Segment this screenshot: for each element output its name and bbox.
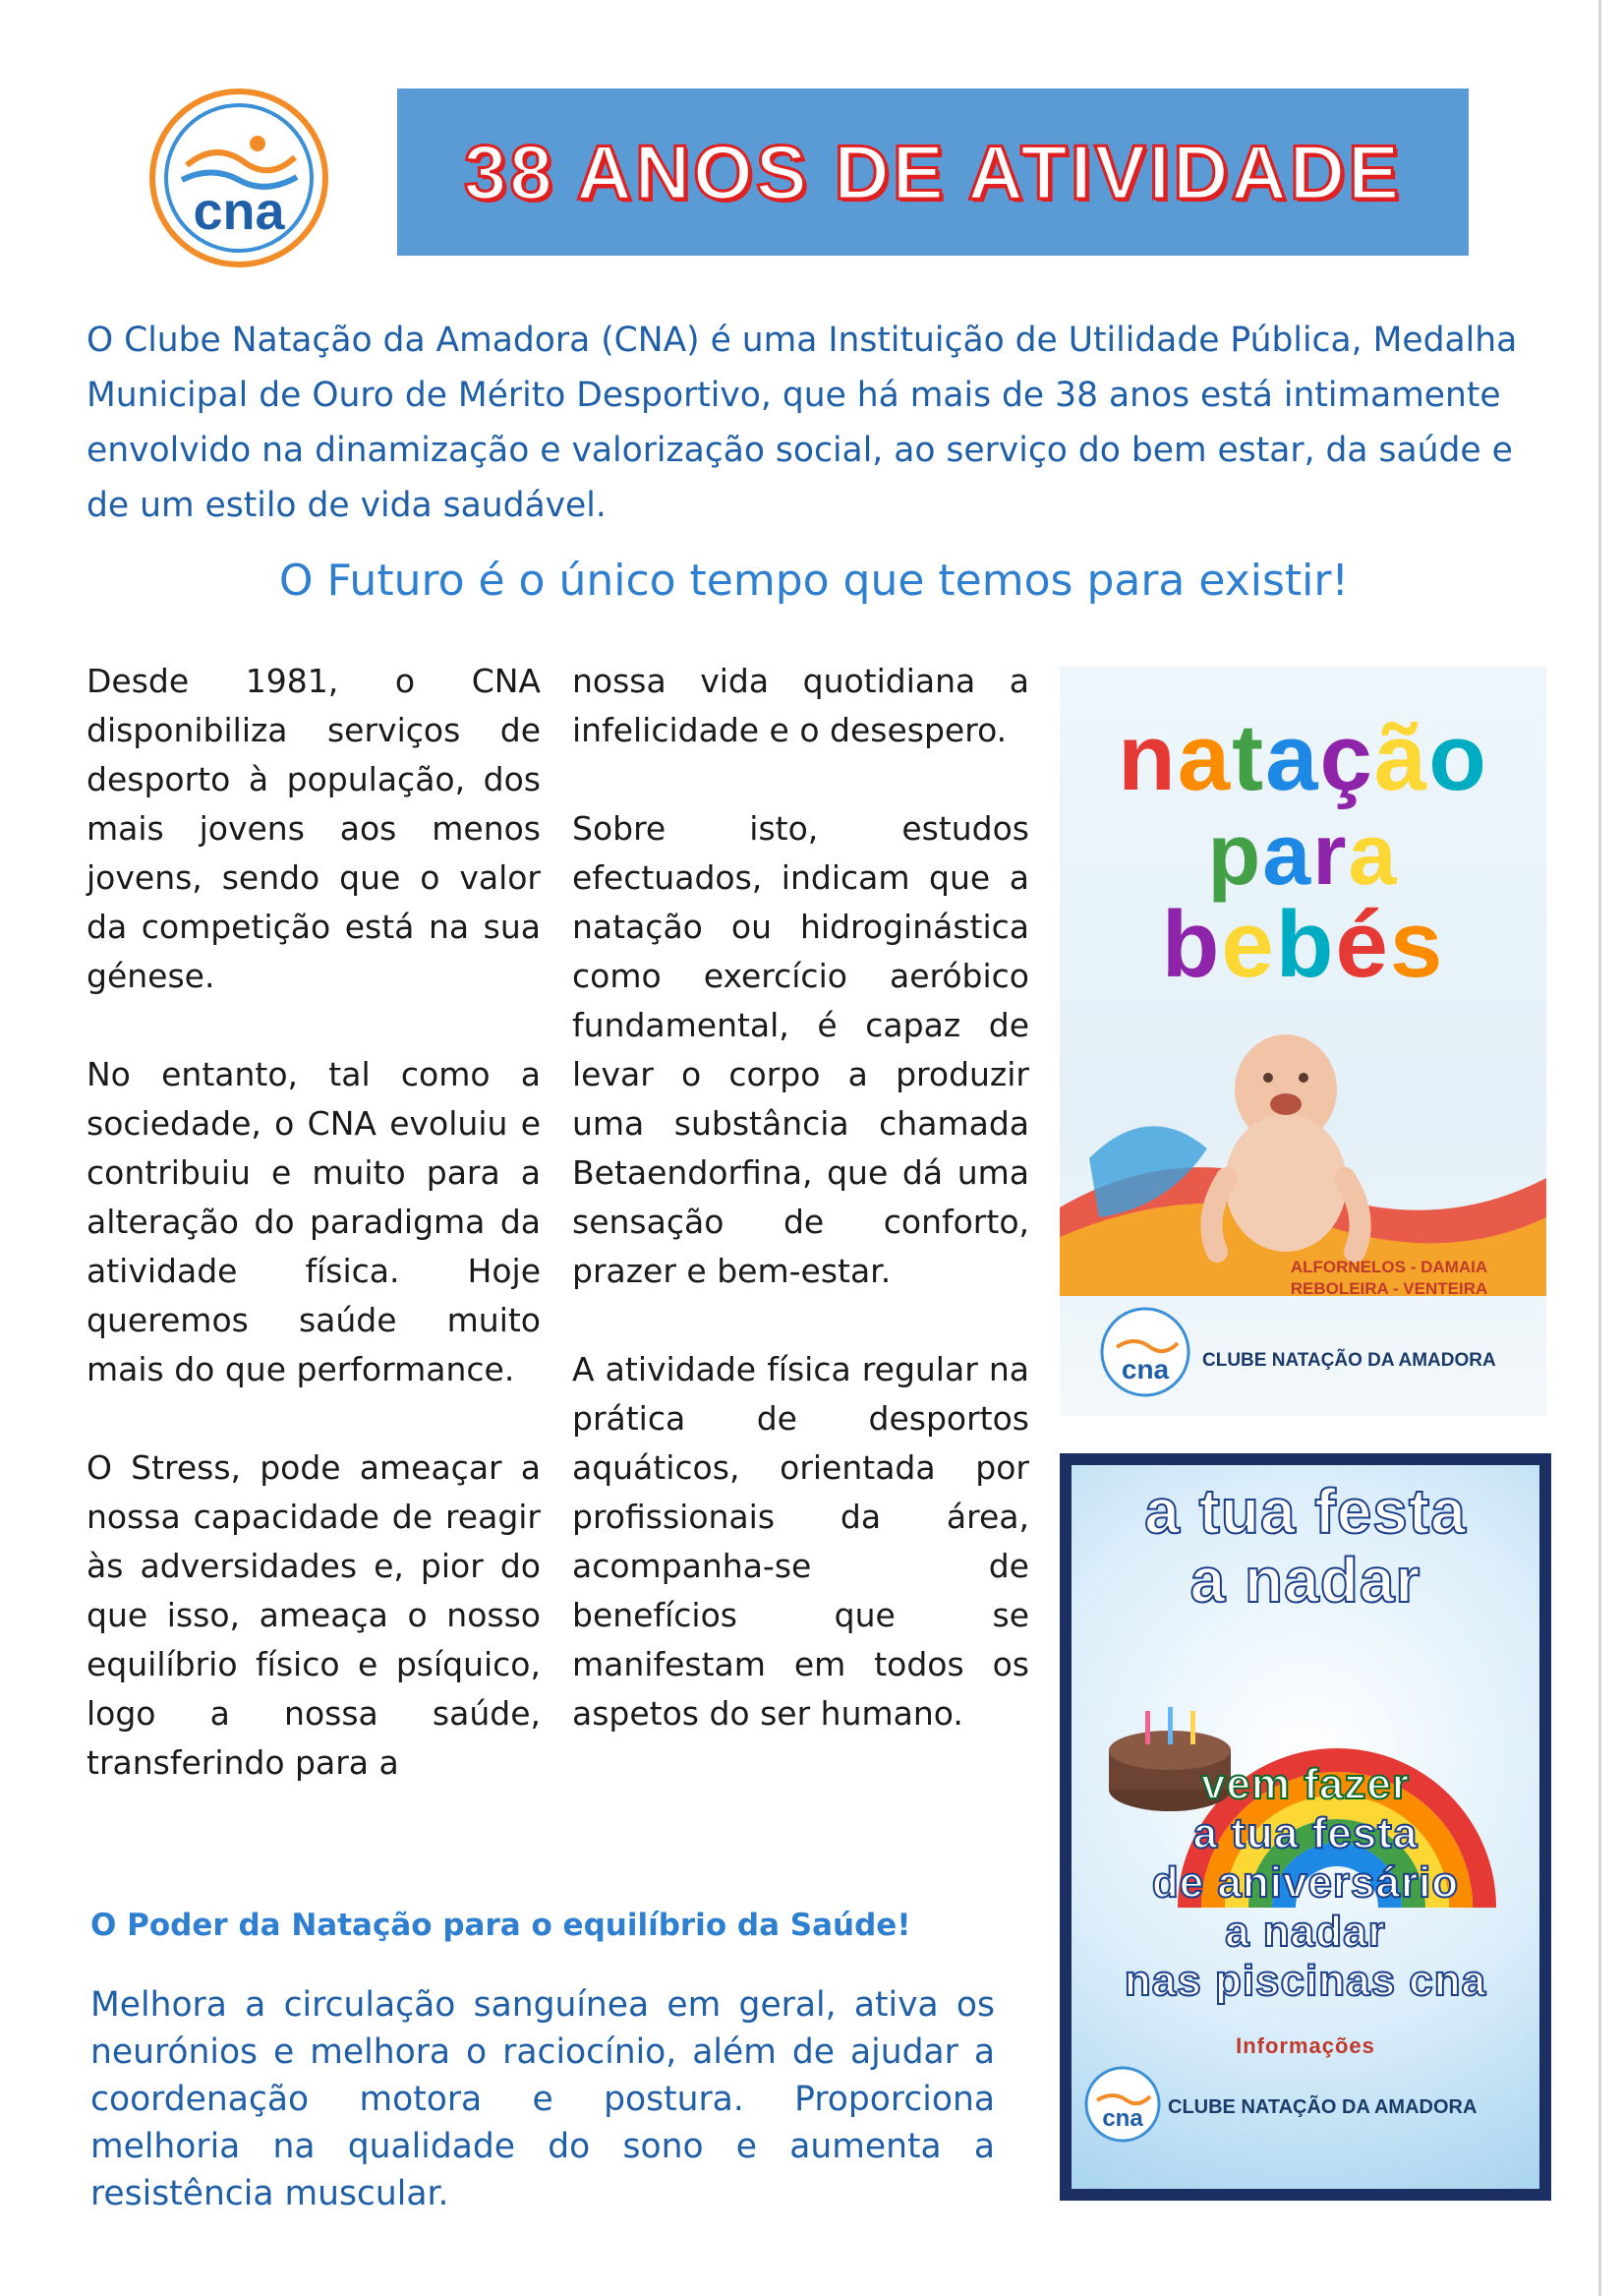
poster-letter: a xyxy=(1177,705,1233,810)
poster-letter: p xyxy=(1207,805,1263,903)
poster-inner xyxy=(1072,1465,1539,2189)
subtitle: O Futuro é o único tempo que temos para existir! xyxy=(278,556,1350,606)
poster-letter: ç xyxy=(1319,705,1374,810)
title-banner xyxy=(397,88,1469,256)
section-title: O Poder da Natação para o equilíbrio da Saúde! xyxy=(90,1908,911,1943)
baby-illustration xyxy=(1060,981,1546,1296)
location-line: ALFORNELOS - DAMAIA xyxy=(1290,1258,1488,1276)
left-column xyxy=(87,657,541,1837)
poster-letter: n xyxy=(1118,705,1178,810)
paragraph: No entanto, tal como a sociedade, o CNA evoluiu e contribuiu e muito para a alteração do paradigma da atividade física. Hoje queremos saúde muito mais do que performance. xyxy=(87,1055,541,1388)
poster-text-line: de aniversário xyxy=(1151,1858,1460,1907)
poster-letter: t xyxy=(1232,705,1266,810)
poster-word xyxy=(1060,704,1546,812)
poster-word-text xyxy=(1118,705,1488,810)
poster-letter: a xyxy=(1348,805,1399,903)
info-title: Informações xyxy=(1236,2033,1375,2058)
paragraph: A atividade física regular na prática de desportos aquáticos, orientada por profissionais da área, acompanha-se de benefícios que se manifestam em todos os aspetos do ser humano. xyxy=(572,1350,1029,1733)
page-title: 38 ANOS DE ATIVIDADE xyxy=(463,128,1403,215)
poster-letter: b xyxy=(1161,892,1222,997)
svg-text:cna: cna xyxy=(1121,1354,1170,1384)
club-name: CLUBE NATAÇÃO DA AMADORA xyxy=(1168,2096,1478,2118)
poster-text-line: nas piscinas cna xyxy=(1124,1957,1487,2005)
cna-logo xyxy=(147,87,330,269)
poster-letter: r xyxy=(1312,805,1349,903)
poster-letter: a xyxy=(1262,805,1313,903)
cna-logo-icon xyxy=(1083,2065,1162,2144)
cna-logo-icon xyxy=(1099,1306,1192,1399)
poster-letter: o xyxy=(1428,705,1488,810)
poster-headline: a nadar xyxy=(1189,1545,1421,1616)
poster-letter: b xyxy=(1275,892,1336,997)
poster-locations xyxy=(1232,1257,1546,1300)
closing-paragraph: Melhora a circulação sanguínea em geral, ativa os neurónios e melhora o raciocínio, além de ajudar a coordenação motora e postura. Proporciona melhoria na qualidade do sono e aumenta a resistência muscular. xyxy=(90,1985,995,2213)
poster-headline: a tua festa xyxy=(1144,1476,1467,1547)
club-name: CLUBE NATAÇÃO DA AMADORA xyxy=(1202,1350,1496,1371)
intro-paragraph: O Clube Natação da Amadora (CNA) é uma Instituição de Utilidade Pública, Medalha Municipal de Ouro de Mérito Desportivo, que há mais de 38 anos está intimamente envolvido na dinamização e valorização social, ao serviço do bem estar, da saúde e de um estilo de vida saudável. xyxy=(87,321,1518,525)
paragraph: Desde 1981, o CNA disponibiliza serviços de desporto à população, dos mais jovens aos menos jovens, sendo que o valor da competição está na sua génese. xyxy=(87,662,541,995)
poster-letter: ã xyxy=(1373,705,1429,810)
paragraph: Sobre isto, estudos efectuados, indicam que a natação ou hidroginástica como exercício aeróbico fundamental, é capaz de levar o corpo a produzir uma substância chamada Betaendorfina, que dá uma sensação de conforto, prazer e bem-estar. xyxy=(572,809,1029,1290)
poster-letter: a xyxy=(1265,705,1320,810)
cna-logo-icon xyxy=(147,87,330,269)
middle-column xyxy=(572,657,1029,1788)
paragraph: nossa vida quotidiana a infelicidade e o desespero. xyxy=(572,662,1029,749)
poster-word xyxy=(1060,804,1546,905)
svg-text:cna: cna xyxy=(1102,2105,1143,2132)
poster-word-text xyxy=(1208,805,1399,903)
poster-letter: e xyxy=(1221,892,1276,997)
poster-text-line: vem fazer xyxy=(1200,1760,1410,1808)
location-line: REBOLEIRA - VENTEIRA xyxy=(1290,1279,1488,1298)
poster-letter: s xyxy=(1389,892,1445,997)
svg-text:cna: cna xyxy=(193,182,285,241)
poster-text-line: a nadar xyxy=(1225,1908,1386,1956)
baby-swimming-poster xyxy=(1060,667,1546,1416)
scan-edge xyxy=(1598,0,1601,2296)
poster-letter: é xyxy=(1335,892,1390,997)
paragraph: O Stress, pode ameaçar a nossa capacidade de reagir às adversidades e, pior do que isso, ameaça o nosso equilíbrio físico e psíquico, logo a nossa saúde, transferindo para a xyxy=(87,1448,541,1782)
poster-text-line: a tua festa xyxy=(1192,1809,1419,1857)
birthday-party-poster xyxy=(1060,1453,1551,2201)
